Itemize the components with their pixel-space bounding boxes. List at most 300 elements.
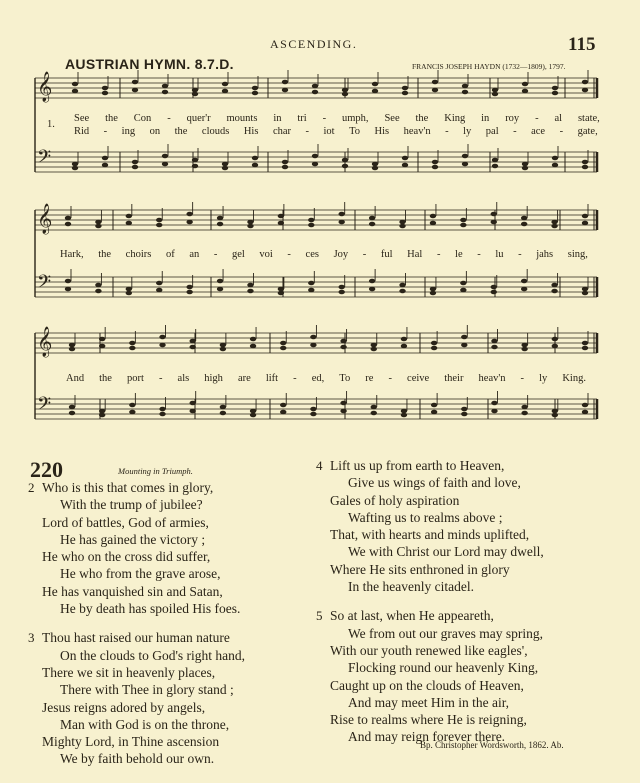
- note-head: [342, 158, 348, 163]
- note-head: [220, 405, 226, 410]
- lyric-syllable: -: [362, 249, 367, 260]
- note-head: [310, 335, 316, 340]
- lyric-syllable: To: [349, 126, 361, 137]
- verse-text: On the clouds to God's right hand,: [60, 647, 246, 663]
- verse-line: [28, 629, 245, 646]
- note-head: [99, 413, 105, 418]
- note-head: [521, 347, 527, 352]
- note-head: [220, 411, 226, 416]
- tune-title: AUSTRIAN HYMN. 8.7.D.: [65, 56, 234, 72]
- note-head: [552, 344, 558, 349]
- lyric-syllable: Hark,: [60, 249, 84, 260]
- verse-text: With the trump of jubilee?: [60, 497, 203, 513]
- lyric-syllable: -: [520, 373, 525, 384]
- note-head: [369, 279, 375, 284]
- note-head: [69, 343, 75, 348]
- note-head: [132, 165, 138, 170]
- verse-text: There with Thee in glory stand ;: [60, 682, 234, 698]
- note-head: [399, 289, 405, 294]
- note-head: [401, 337, 407, 342]
- lyric-syllable: ed,: [311, 373, 325, 384]
- note-head: [162, 162, 168, 167]
- verse-text: He has gained the victory ;: [60, 531, 206, 547]
- note-head: [72, 162, 78, 167]
- note-head: [402, 156, 408, 161]
- note-head: [126, 214, 132, 219]
- note-head: [99, 337, 105, 342]
- note-head: [190, 401, 196, 406]
- note-head: [156, 288, 162, 293]
- note-head: [65, 279, 71, 284]
- note-head: [582, 346, 588, 351]
- note-head: [369, 222, 375, 227]
- verse-text: Thou hast raised our human nature: [42, 630, 230, 646]
- lyric-syllable: ly: [463, 126, 472, 137]
- verse-line: [330, 509, 544, 526]
- verse-line: [330, 492, 544, 509]
- note-head: [491, 345, 497, 350]
- note-head: [431, 346, 437, 351]
- note-head: [186, 290, 192, 295]
- note-head: [372, 89, 378, 94]
- note-head: [461, 412, 467, 417]
- note-head: [522, 166, 528, 171]
- note-head: [399, 220, 405, 225]
- lyric-syllable: le: [455, 249, 463, 260]
- note-head: [217, 279, 223, 284]
- lyric-syllable: -: [213, 249, 218, 260]
- note-head: [582, 214, 588, 219]
- lyric-syllable: port: [127, 373, 144, 384]
- lyric-syllable: the: [415, 113, 429, 124]
- note-head: [222, 162, 228, 167]
- note-head: [310, 412, 316, 417]
- verse-text: Who is this that comes in glory,: [42, 480, 214, 495]
- lyric-line: [74, 113, 600, 124]
- verse-line: [42, 514, 245, 531]
- verse-text: That, with hearts and minds uplifted,: [330, 527, 530, 543]
- lyric-line: [60, 249, 588, 260]
- lyric-syllable: -: [388, 373, 392, 384]
- verse-line: [42, 565, 245, 582]
- lyric-syllable: And: [66, 373, 85, 384]
- lyric-syllable: high: [204, 373, 223, 384]
- note-head: [217, 287, 223, 292]
- lyric-syllable: state,: [577, 113, 600, 124]
- note-head: [582, 80, 588, 85]
- verse-line: [330, 578, 544, 595]
- note-head: [431, 403, 437, 408]
- note-head: [372, 162, 378, 167]
- lyric-line: [74, 126, 598, 137]
- note-head: [432, 80, 438, 85]
- note-head: [250, 344, 256, 349]
- verse-line: [42, 716, 245, 733]
- note-head: [430, 214, 436, 219]
- note-head: [192, 88, 198, 93]
- note-head: [222, 166, 228, 171]
- lyric-syllable: al: [554, 113, 563, 124]
- lyric-syllable: Rid: [74, 126, 90, 137]
- verse-text: We by faith behold our own.: [60, 751, 215, 767]
- note-head: [491, 220, 497, 225]
- note-head: [65, 287, 71, 292]
- bass-clef: 𝄢: [37, 394, 52, 419]
- note-head: [521, 287, 527, 292]
- note-head: [186, 220, 192, 225]
- verse-text: Gales of holy aspiration: [330, 492, 460, 508]
- lyric-syllable: the: [174, 126, 188, 137]
- note-head: [190, 409, 196, 414]
- note-head: [582, 410, 588, 415]
- note-head: [192, 164, 198, 169]
- note-head: [159, 412, 165, 417]
- hymn-number: 220: [30, 457, 63, 482]
- note-head: [491, 401, 497, 406]
- lyric-syllable: Con: [133, 113, 152, 124]
- note-head: [551, 224, 557, 229]
- note-head: [156, 281, 162, 286]
- note-head: [102, 156, 108, 161]
- note-head: [69, 411, 75, 416]
- note-head: [552, 337, 558, 342]
- note-head: [521, 343, 527, 348]
- note-head: [402, 91, 408, 96]
- note-head: [521, 411, 527, 416]
- note-head: [126, 221, 132, 226]
- verse-text: Rise to realms where He is reigning,: [330, 712, 527, 728]
- note-head: [156, 218, 162, 223]
- note-head: [99, 409, 105, 414]
- note-head: [552, 409, 558, 414]
- note-head: [217, 216, 223, 221]
- note-head: [369, 287, 375, 292]
- lyric-syllable: roy: [505, 113, 520, 124]
- note-head: [491, 212, 497, 217]
- note-head: [192, 92, 198, 97]
- note-head: [95, 283, 101, 288]
- lyric-syllable: their: [444, 373, 464, 384]
- verse-number: 4: [316, 458, 323, 473]
- note-head: [462, 154, 468, 159]
- lyric-syllable: -: [445, 126, 449, 137]
- lyric-syllable: jahs: [536, 249, 554, 260]
- lyric-syllable: the: [99, 373, 112, 384]
- note-head: [340, 345, 346, 350]
- note-head: [190, 345, 196, 350]
- note-head: [462, 162, 468, 167]
- note-head: [95, 289, 101, 294]
- verse-line: [330, 474, 544, 491]
- note-head: [282, 165, 288, 170]
- note-head: [156, 223, 162, 228]
- verse-text: Jesus reigns adored by angels,: [42, 699, 206, 715]
- note-head: [278, 291, 284, 296]
- note-head: [492, 92, 498, 97]
- note-head: [521, 222, 527, 227]
- note-head: [310, 407, 316, 412]
- note-head: [102, 86, 108, 91]
- note-head: [521, 216, 527, 221]
- note-head: [247, 283, 253, 288]
- lyric-syllable: -: [322, 113, 327, 124]
- note-head: [432, 88, 438, 93]
- note-head: [278, 287, 284, 292]
- verse-number: 3: [28, 630, 35, 646]
- verse-text: Wafting us to realms above ;: [348, 509, 503, 525]
- note-head: [308, 223, 314, 228]
- note-head: [217, 222, 223, 227]
- note-head: [340, 339, 346, 344]
- note-head: [582, 165, 588, 170]
- verses-right-column: [316, 457, 544, 746]
- note-head: [371, 343, 377, 348]
- lyric-syllable: -: [535, 113, 539, 124]
- note-head: [162, 90, 168, 95]
- note-head: [430, 221, 436, 226]
- note-head: [129, 346, 135, 351]
- lyric-syllable: on: [149, 126, 161, 137]
- note-head: [401, 344, 407, 349]
- note-head: [399, 283, 405, 288]
- lyric-syllable: His: [374, 126, 390, 137]
- note-head: [369, 216, 375, 221]
- lyric-syllable: in: [481, 113, 490, 124]
- running-title: ASCENDING.: [270, 37, 358, 51]
- note-head: [430, 291, 436, 296]
- verse-text: He who from the grave arose,: [60, 566, 221, 582]
- note-head: [342, 92, 348, 97]
- note-head: [432, 165, 438, 170]
- hymn-subtitle: Mounting in Triumph.: [118, 466, 193, 476]
- note-head: [372, 166, 378, 171]
- note-head: [551, 289, 557, 294]
- verse-line: [42, 733, 245, 750]
- note-head: [312, 90, 318, 95]
- page-number: 115: [568, 34, 596, 55]
- lyric-syllable: -: [559, 126, 564, 137]
- note-head: [522, 89, 528, 94]
- note-head: [491, 290, 497, 295]
- note-head: [522, 162, 528, 167]
- note-head: [339, 220, 345, 225]
- note-head: [72, 89, 78, 94]
- verse-text: And may meet Him in the air,: [348, 694, 510, 710]
- note-head: [190, 339, 196, 344]
- note-head: [431, 341, 437, 346]
- lyric-syllable: King: [444, 113, 466, 124]
- lyric-syllable: ly: [539, 373, 548, 384]
- note-head: [252, 91, 258, 96]
- note-head: [162, 84, 168, 89]
- note-head: [491, 409, 497, 414]
- verse-line: [42, 617, 245, 629]
- note-head: [95, 224, 101, 229]
- lyric-syllable: pal: [485, 126, 499, 137]
- note-head: [280, 346, 286, 351]
- note-head: [582, 88, 588, 93]
- note-head: [65, 216, 71, 221]
- lyric-syllable: Joy: [333, 249, 349, 260]
- lyric-syllable: gate,: [577, 126, 598, 137]
- lyric-syllable: -: [513, 126, 517, 137]
- bass-clef: 𝄢: [37, 272, 52, 297]
- note-head: [220, 343, 226, 348]
- lyric-syllable: -: [167, 113, 171, 124]
- note-head: [278, 214, 284, 219]
- note-head: [460, 223, 466, 228]
- verse-line: [330, 677, 544, 694]
- lyric-syllable: To: [339, 373, 351, 384]
- note-head: [552, 156, 558, 161]
- note-head: [159, 407, 165, 412]
- note-head: [551, 220, 557, 225]
- verse-text: Give us wings of faith and love,: [348, 475, 521, 491]
- lyric-syllable: lu: [495, 249, 504, 260]
- note-head: [461, 407, 467, 412]
- note-head: [342, 88, 348, 93]
- lyric-line: [66, 373, 586, 384]
- verse-line: [330, 711, 544, 728]
- note-head: [99, 344, 105, 349]
- lyric-syllable: tri: [297, 113, 307, 124]
- lyric-syllable: ces: [305, 249, 319, 260]
- verse-line: [42, 647, 245, 664]
- lyric-syllable: umph,: [342, 113, 369, 124]
- verse-line: [42, 699, 245, 716]
- note-head: [129, 403, 135, 408]
- lyric-syllable: See: [384, 113, 400, 124]
- lyric-syllable: the: [105, 113, 118, 124]
- lyric-syllable: ace: [531, 126, 546, 137]
- note-head: [72, 82, 78, 87]
- note-head: [460, 288, 466, 293]
- note-head: [159, 343, 165, 348]
- verse-line: [330, 694, 544, 711]
- note-head: [460, 218, 466, 223]
- note-head: [552, 163, 558, 168]
- verse-line: [330, 561, 544, 578]
- note-head: [582, 403, 588, 408]
- lyric-syllable: are: [237, 373, 251, 384]
- verse-text: We from out our graves may spring,: [348, 625, 543, 641]
- lyric-syllable: heav'n: [403, 126, 431, 137]
- note-head: [222, 82, 228, 87]
- note-head: [69, 405, 75, 410]
- note-head: [72, 166, 78, 171]
- treble-clef: 𝄞: [37, 204, 53, 234]
- verse-line: [42, 583, 245, 600]
- note-head: [402, 163, 408, 168]
- verse-line: [42, 600, 245, 617]
- verse-line: [42, 664, 245, 681]
- lyric-syllable: heav'n: [478, 373, 506, 384]
- note-head: [371, 405, 377, 410]
- lyric-syllable: -: [103, 126, 108, 137]
- lyric-syllable: Hal: [407, 249, 423, 260]
- note-head: [282, 80, 288, 85]
- note-head: [491, 339, 497, 344]
- lyric-syllable: ceive: [407, 373, 430, 384]
- verse-line: [330, 642, 544, 659]
- lyric-syllable: -: [158, 373, 163, 384]
- note-head: [247, 289, 253, 294]
- note-head: [278, 221, 284, 226]
- note-head: [342, 164, 348, 169]
- note-head: [491, 285, 497, 290]
- verse-line: [42, 681, 245, 698]
- note-head: [339, 290, 345, 295]
- verse-line: [330, 659, 544, 676]
- verse-line: [42, 750, 245, 767]
- verse-line: [42, 548, 245, 565]
- verse-line: [330, 543, 544, 560]
- note-head: [247, 224, 253, 229]
- verse-line: [330, 526, 544, 543]
- verse-line: [316, 457, 544, 474]
- lyric-syllable: ing: [121, 126, 136, 137]
- note-head: [402, 86, 408, 91]
- note-head: [102, 91, 108, 96]
- note-head: [252, 163, 258, 168]
- note-head: [582, 291, 588, 296]
- note-head: [126, 291, 132, 296]
- verse-marker: 1.: [47, 119, 55, 130]
- composer-credit: FRANCIS JOSEPH HAYDN (1732—1809), 1797.: [412, 62, 566, 71]
- note-head: [461, 335, 467, 340]
- note-head: [159, 335, 165, 340]
- note-head: [582, 287, 588, 292]
- note-head: [310, 343, 316, 348]
- note-head: [340, 401, 346, 406]
- note-head: [132, 88, 138, 93]
- note-head: [65, 222, 71, 227]
- note-head: [492, 158, 498, 163]
- verse-line: [316, 607, 544, 624]
- verse-text: Flocking round our heavenly King,: [348, 660, 539, 676]
- verse-text: Mighty Lord, in Thine ascension: [42, 734, 220, 750]
- verse-number: 5: [316, 608, 323, 624]
- verse-text: Caught up on the clouds of Heaven,: [330, 677, 524, 693]
- lyric-syllable: His: [243, 126, 259, 137]
- note-head: [312, 162, 318, 167]
- bass-clef: 𝄢: [37, 147, 52, 172]
- verse-line: [330, 625, 544, 642]
- note-head: [552, 413, 558, 418]
- note-head: [250, 337, 256, 342]
- note-head: [312, 154, 318, 159]
- note-head: [460, 281, 466, 286]
- note-head: [220, 347, 226, 352]
- note-head: [282, 88, 288, 93]
- verses-left-column: [28, 479, 246, 768]
- lyric-syllable: lift: [265, 373, 279, 384]
- lyric-syllable: -: [305, 126, 310, 137]
- note-head: [126, 287, 132, 292]
- note-head: [432, 160, 438, 165]
- note-head: [69, 347, 75, 352]
- verse-text: With our youth renewed like eagles',: [330, 642, 528, 658]
- verse-text: Lord of battles, God of armies,: [42, 514, 209, 530]
- verse-text: We with Christ our Lord may dwell,: [348, 544, 544, 560]
- note-head: [371, 347, 377, 352]
- note-head: [132, 160, 138, 165]
- lyric-syllable: ful: [380, 249, 393, 260]
- lyric-syllable: -: [477, 249, 481, 260]
- verse-text: He who on the cross did suffer,: [42, 549, 211, 565]
- lyric-syllable: -: [287, 249, 291, 260]
- lyric-syllable: voi: [259, 249, 273, 260]
